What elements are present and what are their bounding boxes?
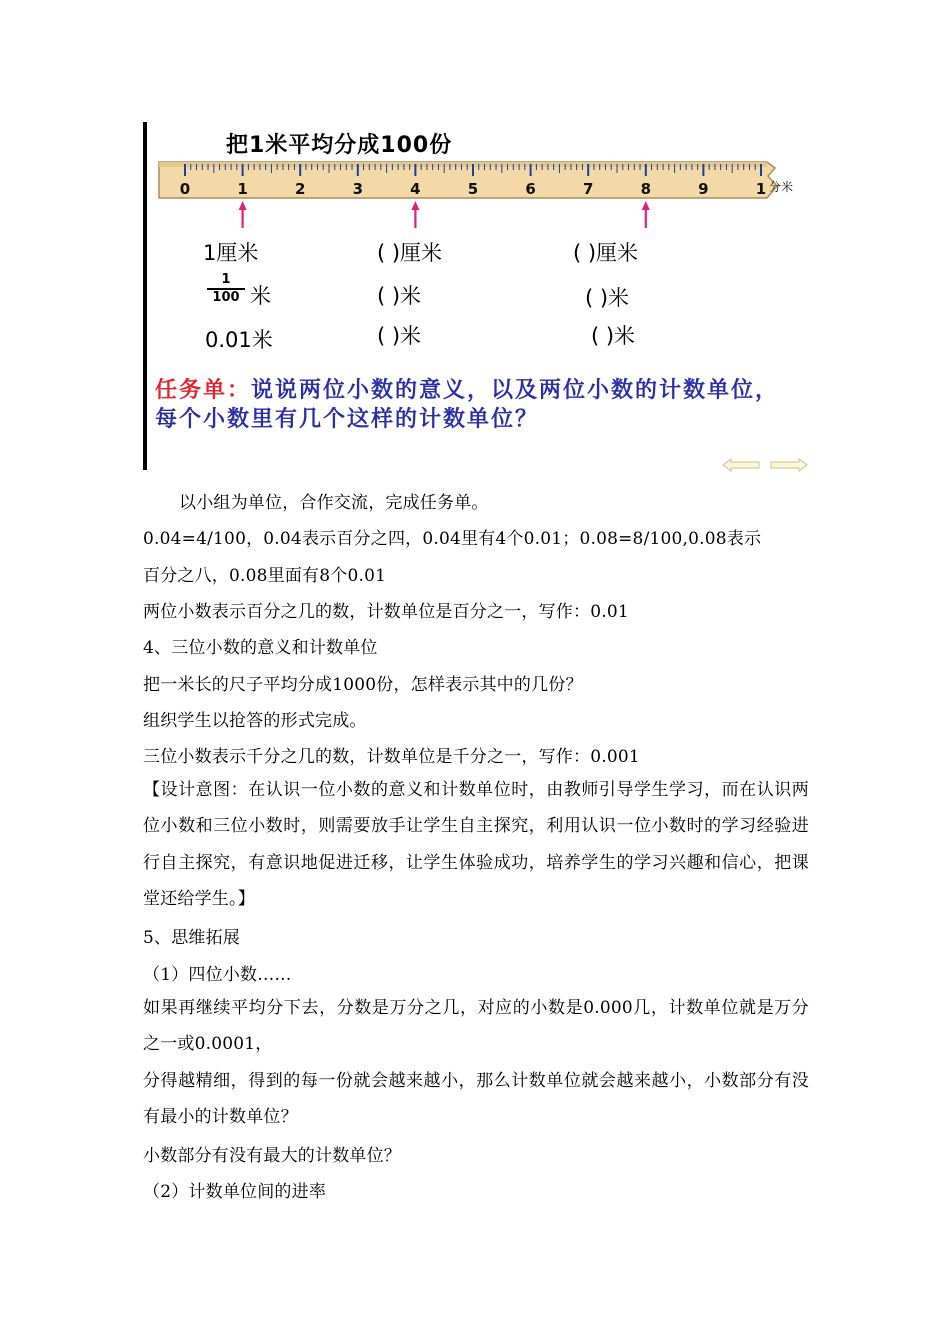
fraction-numerator: 1 — [221, 272, 231, 287]
row3-label-decimal: 0.01米 — [205, 328, 273, 352]
ruler-number: 7 — [582, 180, 594, 198]
ruler-number: 1 — [755, 180, 767, 198]
ruler-edge — [159, 162, 767, 167]
paragraph-ruler-question: 把一米长的尺子平均分成1000份，怎样表示其中的几份？ — [143, 675, 583, 695]
paragraph-smallest-unit: 分得越精细，得到的每一份就会越来越小，那么计数单位就会越来越小，小数部分有没有最小的计数单位？ — [143, 1071, 809, 1128]
ruler-number: 1 — [237, 180, 248, 198]
row1-blank-centimeter-b: ( )厘米 — [573, 241, 639, 265]
paragraph-design-intent: 【设计意图：在认识一位小数的意义和计数单位时，由教师引导学生学习，而在认识两位小数和三位小数时，则需要放手让学生自主探究，利用认识一位小数时的学习经验进行自主探究，有意识地促进迁移，让学生体验成功，培养学生的学习兴趣和信心，把课堂还给学生。】 — [143, 780, 809, 909]
row2-blank-meter-a: ( )米 — [377, 284, 422, 308]
paragraph-hundredths-example-line2: 百分之八，0.08里面有8个0.01 — [143, 566, 387, 586]
ruler-number: 3 — [352, 180, 364, 198]
next-arrow-icon[interactable] — [771, 459, 807, 471]
ruler-number: 0 — [179, 180, 191, 198]
row1-blank-centimeter-a: ( )厘米 — [377, 241, 443, 265]
slide-image — [143, 122, 811, 472]
pointer-arrowhead — [642, 201, 650, 210]
slide-left-border — [143, 122, 147, 470]
prev-arrow-icon[interactable] — [723, 459, 759, 471]
paragraph-group-work: 以小组为单位，合作交流，完成任务单。 — [179, 493, 489, 513]
ruler-number: 9 — [698, 180, 709, 198]
ruler-illustration — [155, 158, 815, 238]
pointer-arrowhead — [239, 201, 247, 210]
ruler-number: 6 — [525, 180, 536, 198]
nav-arrows — [721, 456, 811, 474]
row1-label-centimeter: 1厘米 — [203, 241, 259, 265]
paragraph-two-decimal-meaning: 两位小数表示百分之几的数，计数单位是百分之一，写作：0.01 — [143, 602, 629, 622]
row2-blank-meter-b: ( )米 — [585, 286, 630, 310]
heading-three-decimal: 4、三位小数的意义和计数单位 — [143, 638, 378, 658]
fraction-one-hundredth — [207, 272, 245, 308]
task-label: 任务单： — [155, 378, 252, 403]
subheading-unit-ratio: （2）计数单位间的进率 — [143, 1182, 327, 1202]
task-sheet — [155, 376, 795, 434]
paragraph-largest-unit: 小数部分有没有最大的计数单位？ — [143, 1146, 401, 1166]
ruler-unit-label: 分米 — [769, 180, 794, 194]
task-text: 说说两位小数的意义，以及两位小数的计数单位，每个小数里有几个这样的计数单位？ — [155, 378, 780, 432]
row3-blank-meter-a: ( )米 — [377, 324, 422, 348]
row3-blank-meter-b: ( )米 — [591, 324, 636, 348]
heading-thinking-extension: 5、思维拓展 — [143, 928, 241, 948]
slide-title: 把1米平均分成100份 — [226, 133, 453, 158]
ruler-number: 5 — [467, 180, 479, 198]
paragraph-quick-answer: 组织学生以抢答的形式完成。 — [143, 711, 367, 731]
subheading-four-decimal: （1）四位小数…… — [143, 965, 292, 985]
ruler-number: 2 — [294, 180, 306, 198]
fraction-denominator: 100 — [212, 290, 240, 305]
row2-unit-meter: 米 — [250, 284, 271, 308]
ruler-number: 4 — [410, 180, 421, 198]
pointer-arrowhead — [411, 201, 419, 210]
paragraph-hundredths-example-line1: 0.04=4/100，0.04表示百分之四，0.04里有4个0.01；0.08=8/100,0.08表示 — [143, 529, 762, 549]
paragraph-three-decimal-meaning: 三位小数表示千分之几的数，计数单位是千分之一，写作：0.001 — [143, 747, 640, 767]
paragraph-ten-thousandths: 如果再继续平均分下去，分数是万分之几，对应的小数是0.000几，计数单位就是万分之一或0.0001， — [143, 998, 809, 1055]
ruler-number: 8 — [640, 180, 652, 198]
